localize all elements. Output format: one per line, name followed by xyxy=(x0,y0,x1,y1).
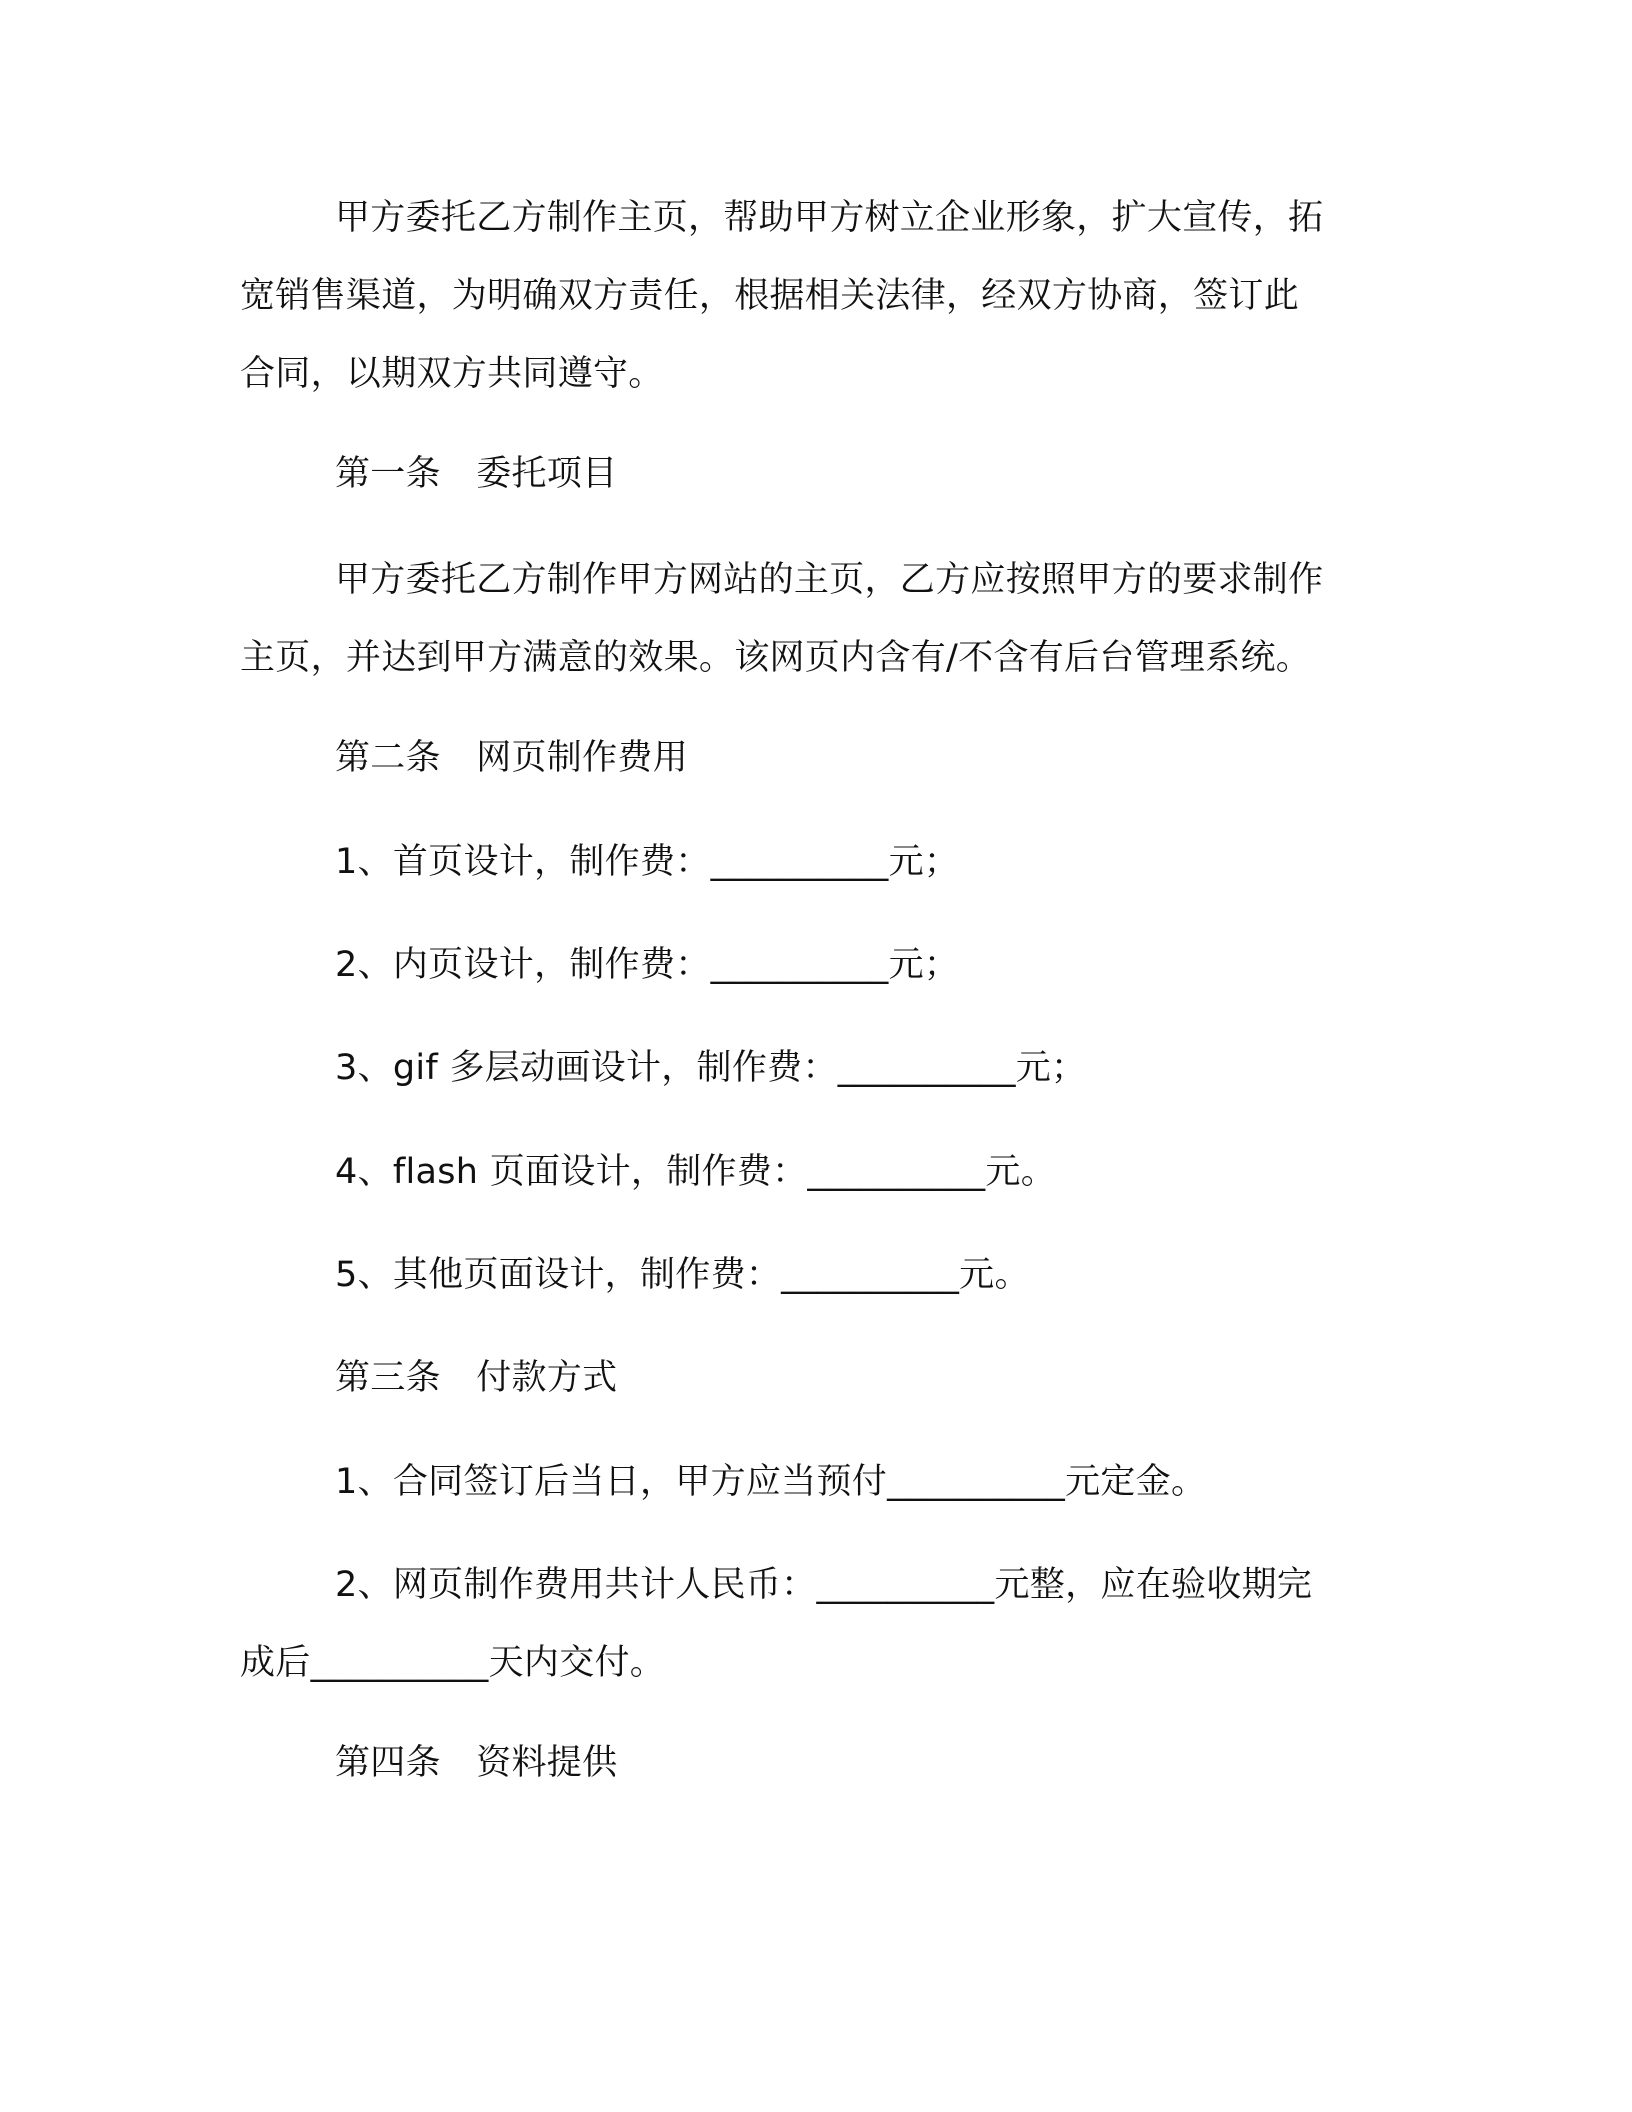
article-4-heading: 第四条 资料提供 xyxy=(335,1743,618,1783)
intro-paragraph-line: 宽销售渠道，为明确双方责任，根据相关法律，经双方协商，签订此 xyxy=(240,276,1300,316)
payment-item-continuation: 成后__________天内交付。 xyxy=(240,1643,666,1683)
fee-item: 5、其他页面设计，制作费：__________元。 xyxy=(335,1255,1030,1295)
payment-item: 1、合同签订后当日，甲方应当预付__________元定金。 xyxy=(335,1462,1207,1502)
intro-paragraph-line: 合同，以期双方共同遵守。 xyxy=(240,354,664,394)
article-2-heading: 第二条 网页制作费用 xyxy=(335,738,689,778)
fee-item: 2、内页设计，制作费：__________元； xyxy=(335,945,960,985)
intro-paragraph-line: 甲方委托乙方制作主页，帮助甲方树立企业形象，扩大宣传，拓 xyxy=(335,198,1324,238)
payment-item: 2、网页制作费用共计人民币：__________元整，应在验收期完 xyxy=(335,1565,1313,1605)
fee-item: 1、首页设计，制作费：__________元； xyxy=(335,842,960,882)
fee-item: 4、flash 页面设计，制作费：__________元。 xyxy=(335,1152,1057,1192)
fee-item: 3、gif 多层动画设计，制作费：__________元； xyxy=(335,1048,1087,1088)
article-1-heading: 第一条 委托项目 xyxy=(335,454,618,494)
article-1-paragraph-line: 主页，并达到甲方满意的效果。该网页内含有/不含有后台管理系统。 xyxy=(240,638,1312,678)
article-3-heading: 第三条 付款方式 xyxy=(335,1358,618,1398)
article-1-paragraph-line: 甲方委托乙方制作甲方网站的主页，乙方应按照甲方的要求制作 xyxy=(335,560,1324,600)
